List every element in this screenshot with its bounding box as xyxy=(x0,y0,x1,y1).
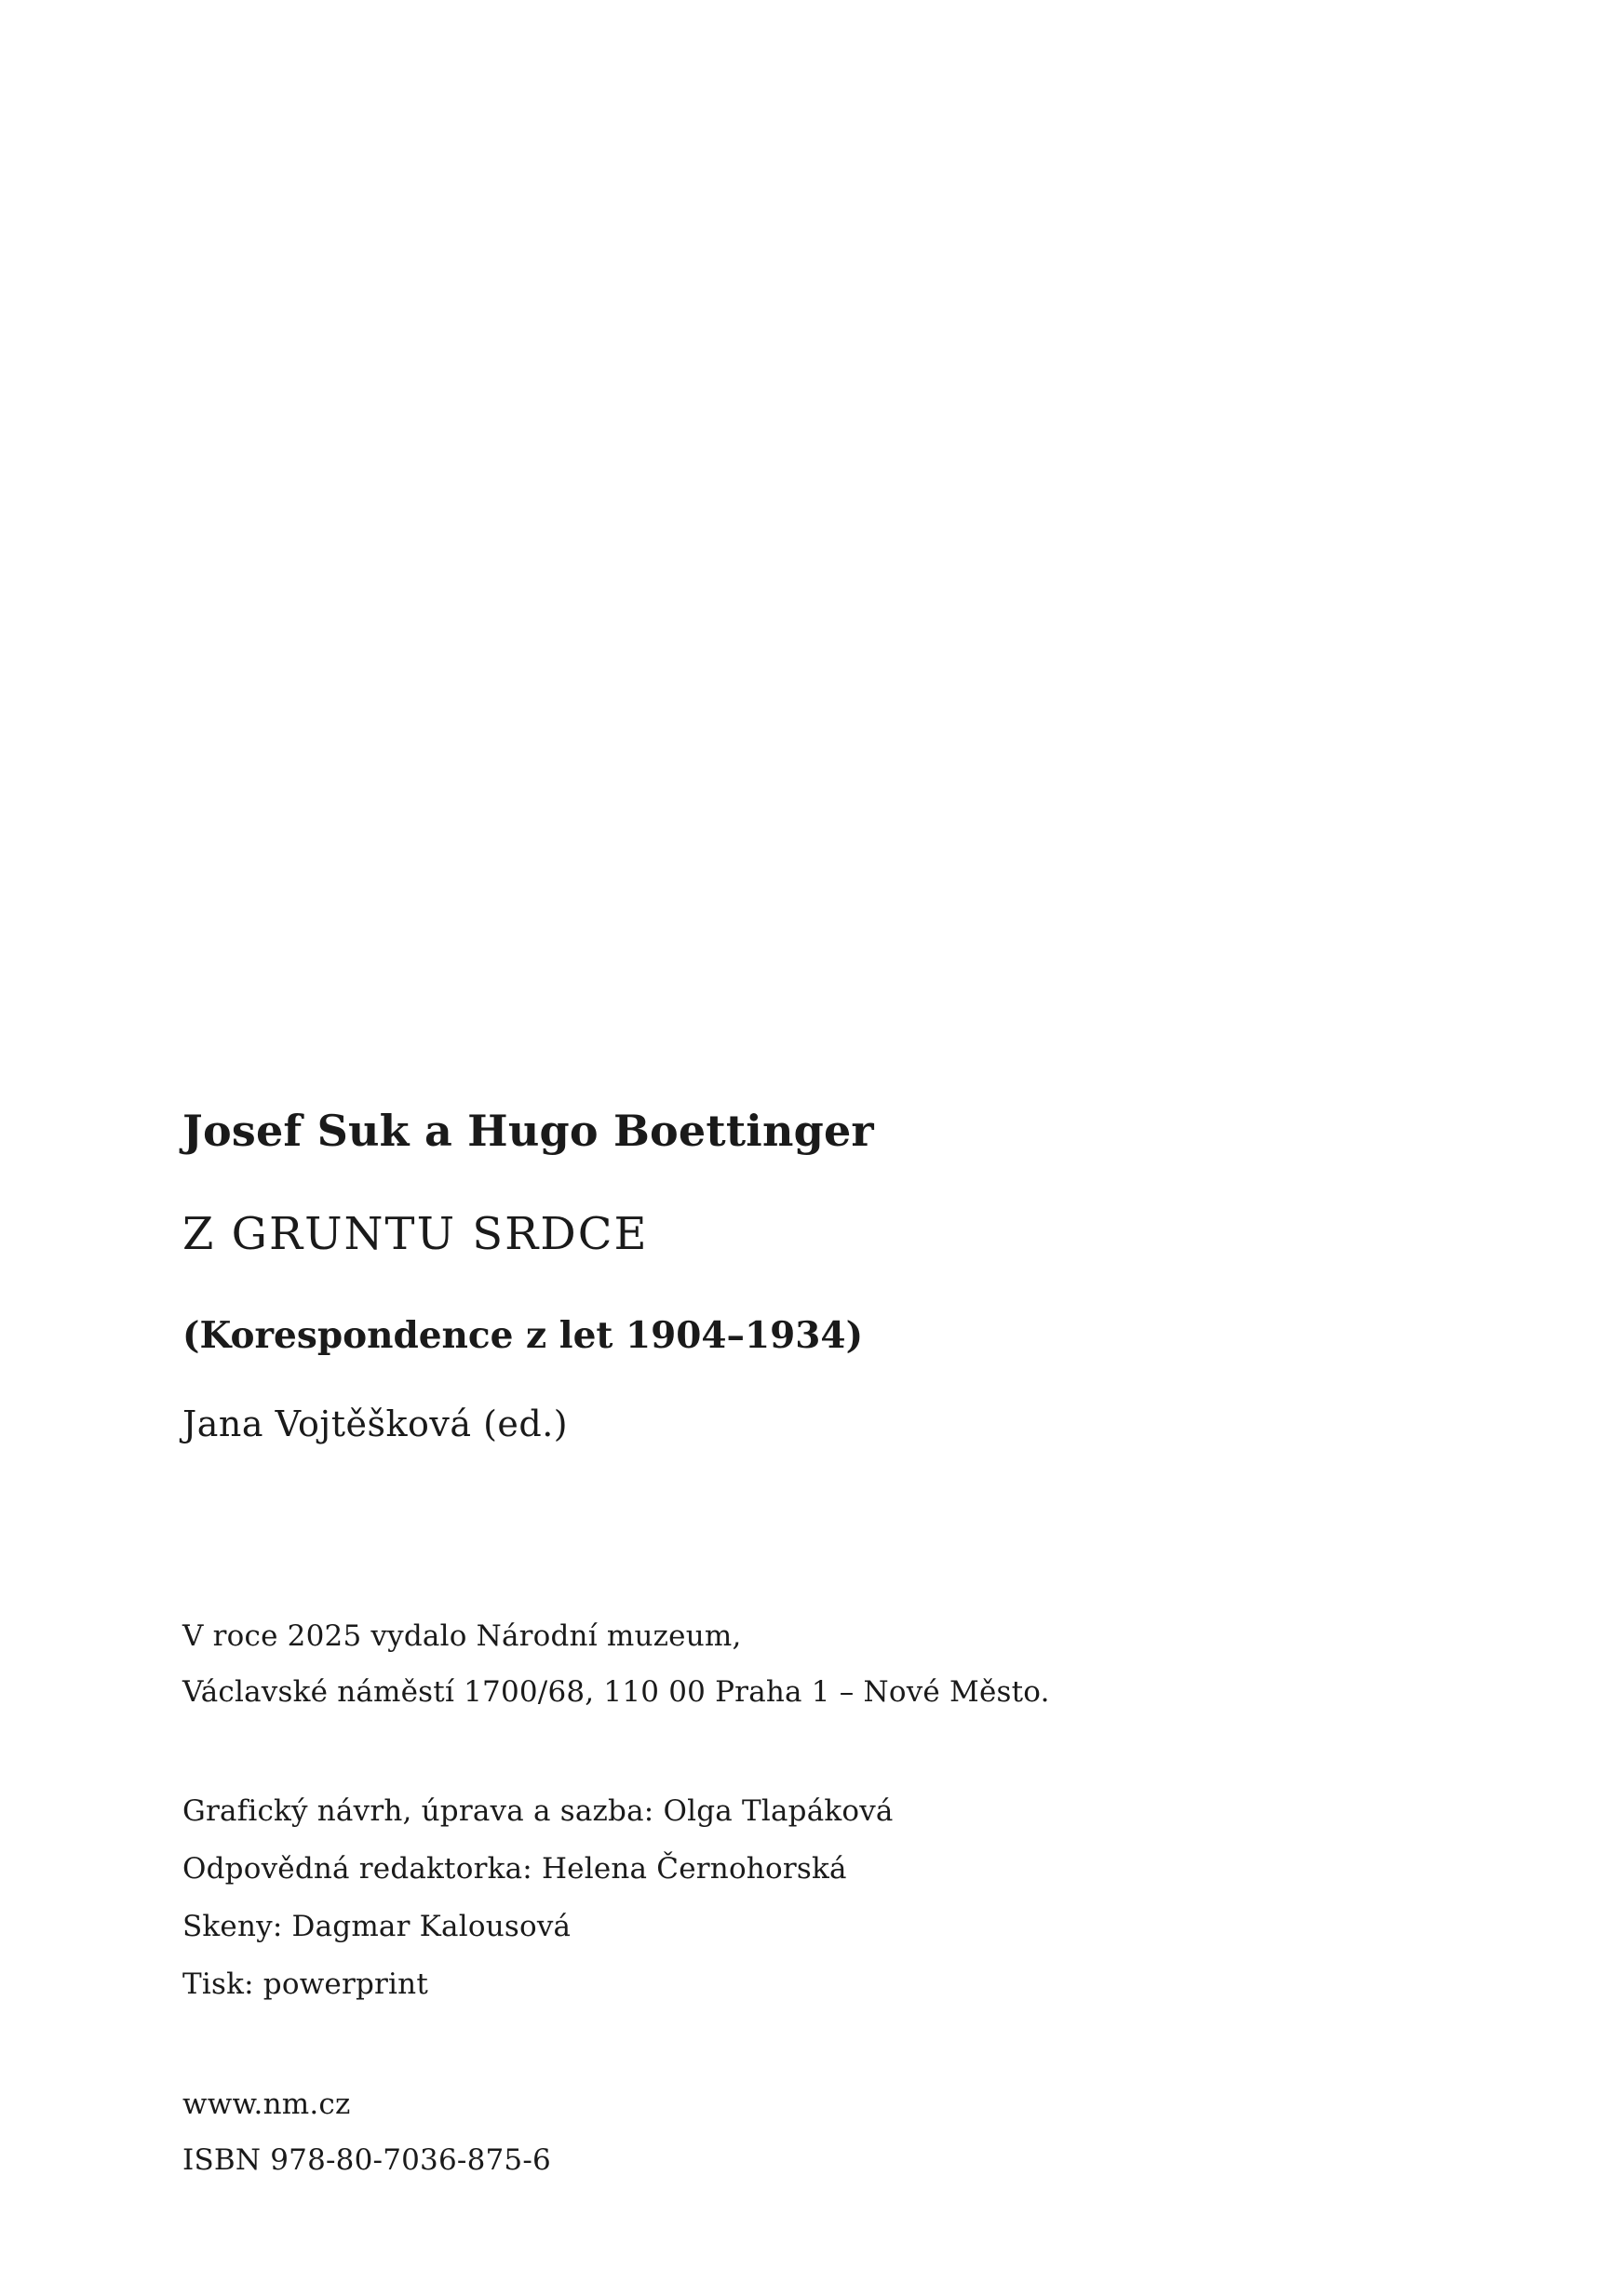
credit-design: Grafický návrh, úprava a sazba: Olga Tlapáková xyxy=(182,1794,894,1828)
book-title: Z GRUNTU SRDCE xyxy=(182,1208,649,1260)
publisher-line-1: V roce 2025 vydalo Národní muzeum, xyxy=(182,1619,742,1653)
isbn-line: ISBN 978-80-7036-875-6 xyxy=(182,2143,551,2177)
authors-line: Josef Suk a Hugo Boettinger xyxy=(182,1106,874,1156)
credit-scans: Skeny: Dagmar Kalousová xyxy=(182,1910,572,1943)
credit-print: Tisk: powerprint xyxy=(182,1967,428,2001)
credit-editor: Odpovědná redaktorka: Helena Černohorská xyxy=(182,1852,847,1886)
editor-line: Jana Vojtěšková (ed.) xyxy=(182,1403,569,1444)
website-link: www.nm.cz xyxy=(182,2088,351,2121)
book-subtitle: (Korespondence z let 1904–1934) xyxy=(182,1314,864,1357)
publisher-line-2: Václavské náměstí 1700/68, 110 00 Praha 1 – Nové Město. xyxy=(182,1675,1050,1709)
